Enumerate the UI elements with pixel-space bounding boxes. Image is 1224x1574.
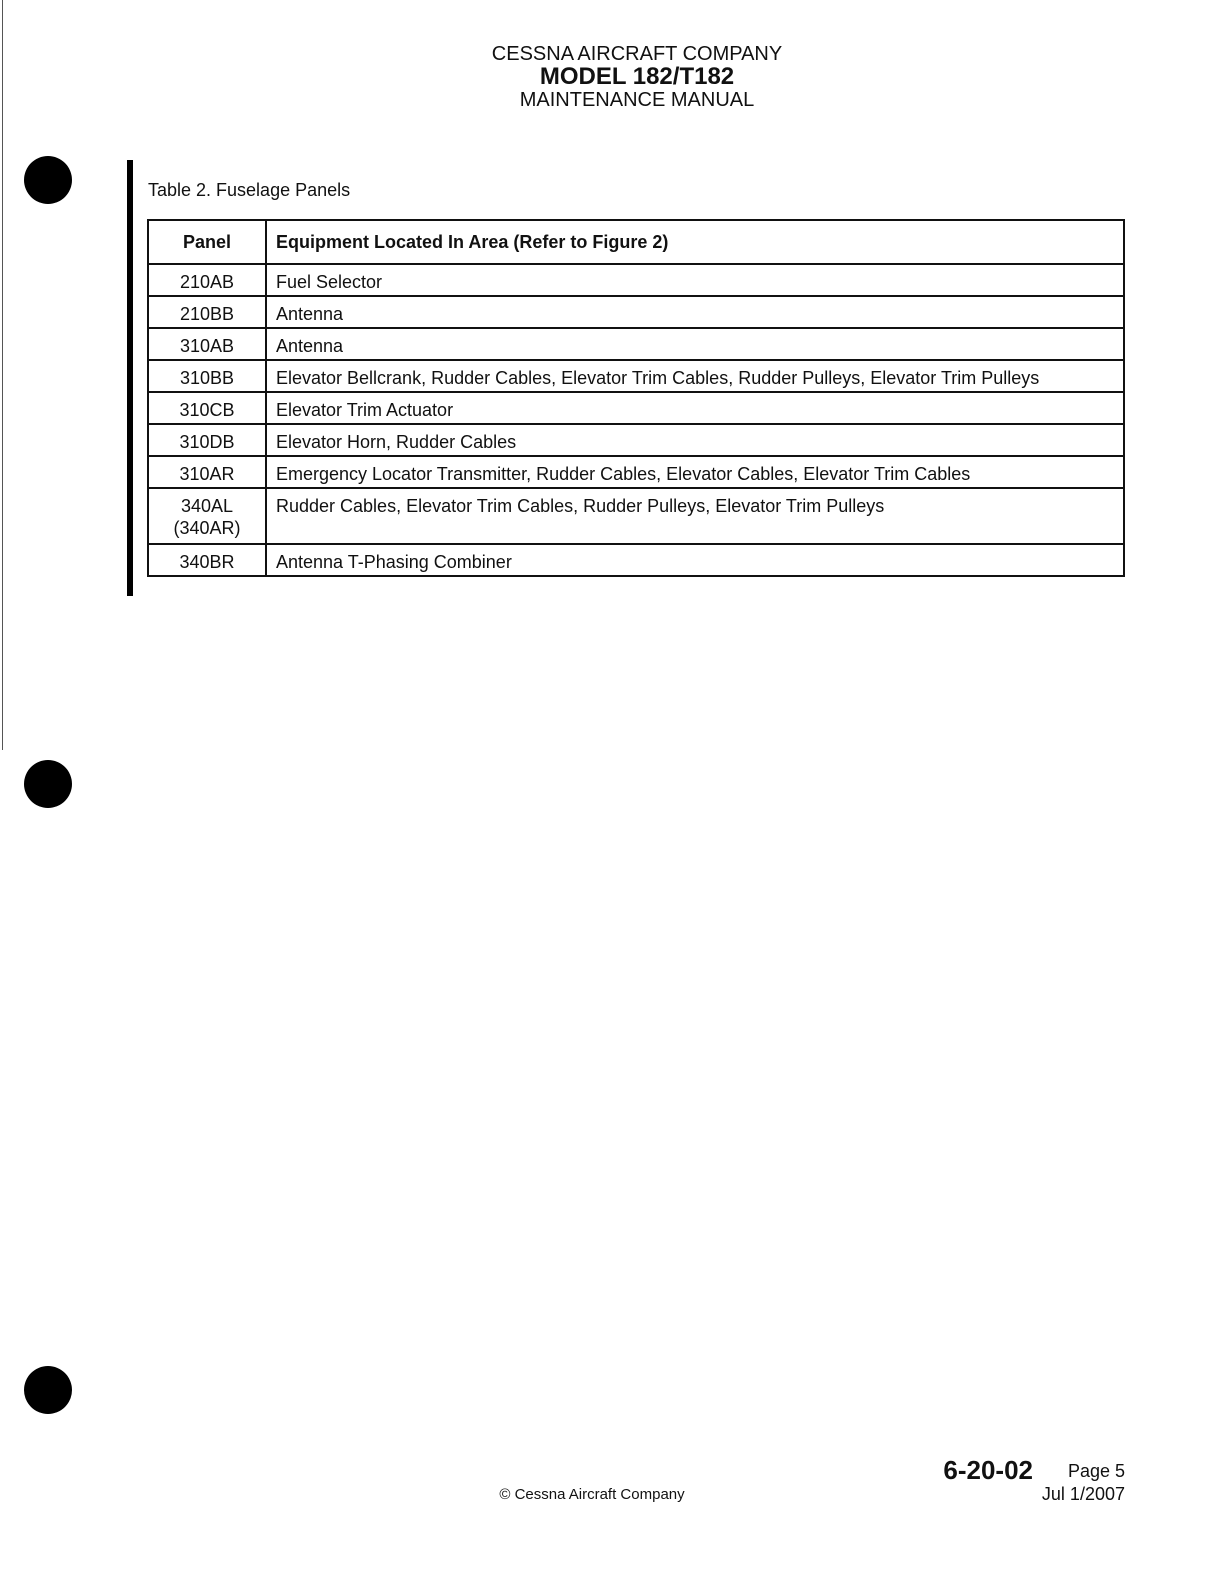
page-number: Page 5 [1067, 1461, 1125, 1481]
equipment-cell: Rudder Cables, Elevator Trim Cables, Rudder Pulleys, Elevator Trim Pulleys [266, 488, 1124, 544]
equipment-cell: Fuel Selector [266, 264, 1124, 296]
manual-title: MAINTENANCE MANUAL [519, 89, 755, 111]
equipment-cell: Antenna T-Phasing Combiner [266, 544, 1124, 576]
table-row [148, 456, 1124, 488]
fuselage-panels-table [147, 219, 1125, 577]
model-title: MODEL 182/T182 [539, 63, 735, 90]
equipment-cell: Elevator Bellcrank, Rudder Cables, Elevator Trim Cables, Rudder Pulleys, Elevator Trim Pulleys [266, 360, 1124, 392]
panel-id: 310CB [179, 400, 235, 420]
column-header-equipment: Equipment Located In Area (Refer to Figure 2) [266, 220, 1124, 264]
panel-id: 340BR [179, 552, 235, 572]
panel-cell [148, 360, 266, 392]
table-row [148, 392, 1124, 424]
binder-hole-bottom [24, 1366, 72, 1414]
panel-id: 210AB [179, 272, 235, 292]
binder-hole-top [24, 156, 72, 204]
table-row [148, 544, 1124, 576]
panel-id: 340AL [180, 496, 234, 516]
revision-date: Jul 1/2007 [1041, 1484, 1125, 1504]
equipment-cell: Antenna [266, 296, 1124, 328]
table-row [148, 488, 1124, 544]
panel-cell [148, 424, 266, 456]
copyright-notice: © Cessna Aircraft Company [499, 1486, 685, 1503]
equipment-cell: Antenna [266, 328, 1124, 360]
panel-id: 310DB [179, 432, 235, 452]
panel-cell [148, 488, 266, 544]
table-caption: Table 2. Fuselage Panels [148, 180, 351, 200]
equipment-cell: Elevator Trim Actuator [266, 392, 1124, 424]
table-row [148, 264, 1124, 296]
column-header-panel: Panel [148, 220, 266, 264]
panel-cell [148, 456, 266, 488]
panel-id: 210BB [179, 304, 235, 324]
panel-cell [148, 328, 266, 360]
panel-cell [148, 296, 266, 328]
table-header-row [148, 220, 1124, 264]
equipment-cell: Elevator Horn, Rudder Cables [266, 424, 1124, 456]
panel-id: 310BB [179, 368, 235, 388]
panel-cell [148, 544, 266, 576]
panel-id: 310AB [179, 336, 235, 356]
company-name: CESSNA AIRCRAFT COMPANY [491, 43, 783, 65]
table-row [148, 360, 1124, 392]
panel-cell [148, 392, 266, 424]
binder-hole-middle [24, 760, 72, 808]
document-header [0, 43, 1224, 111]
table-row [148, 296, 1124, 328]
equipment-cell: Emergency Locator Transmitter, Rudder Cables, Elevator Cables, Elevator Trim Cables [266, 456, 1124, 488]
table-row [148, 328, 1124, 360]
revision-change-bar [127, 160, 133, 596]
section-code: 6-20-02 [943, 1455, 1033, 1485]
panel-cell [148, 264, 266, 296]
panel-id-alternate: (340AR) [173, 518, 241, 538]
page-edge-line [2, 0, 3, 750]
panel-id: 310AR [179, 464, 235, 484]
table-row [148, 424, 1124, 456]
